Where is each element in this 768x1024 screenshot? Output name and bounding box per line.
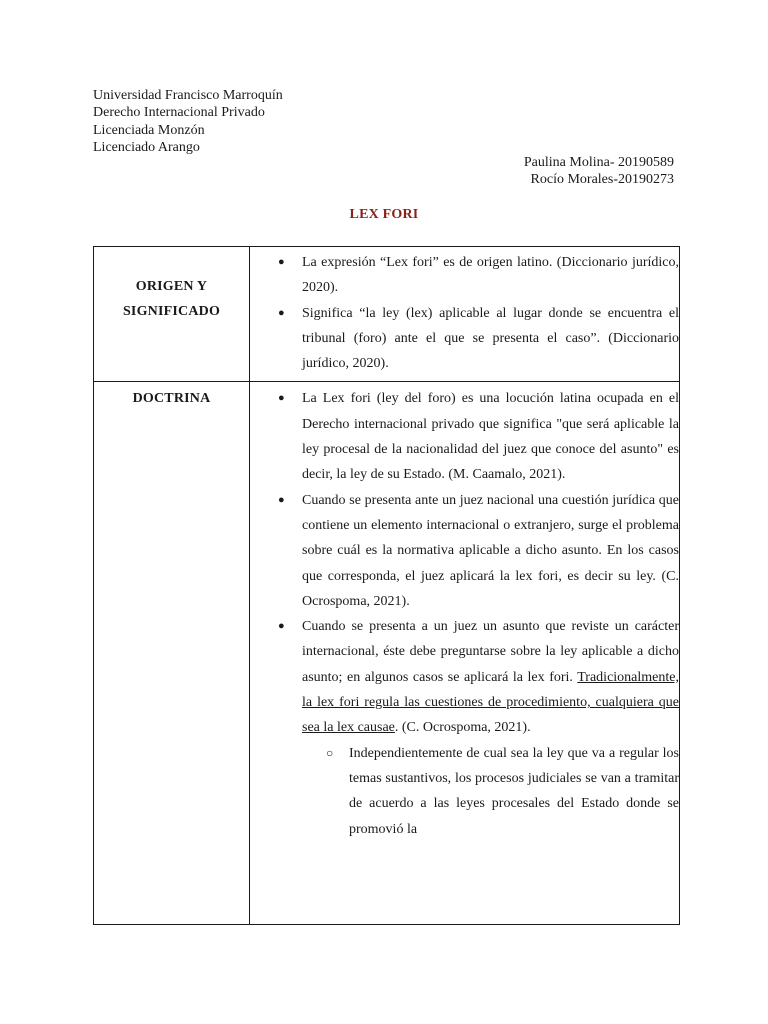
header-line-university: Universidad Francisco Marroquín [93,88,283,103]
list-item [250,250,679,301]
header-authors-block [524,154,674,189]
bullet-text: La Lex fori (ley del foro) es una locución latina ocupada en el Derecho internacional privado que significa "que será aplicable la ley procesal de la nacionalidad del juez que conoce del asunto" es decir, la ley de su Estado. (M. Caamalo, 2021). [302,391,679,483]
bullet-text-pre: Cuando se presenta a un juez un asunto que reviste un carácter internacional, éste debe preguntarse sobre la ley aplicable a dicho asunto; en algunos casos se aplicará la lex fori. [302,619,679,685]
bullet-text: Cuando se presenta ante un juez nacional una cuestión jurídica que contiene un elemento internacional o extranjero, surge el problema sobre cuál es la normativa aplicable a dicho asunto. En los casos que corresponda, el juez aplicará la lex fori, es decir su ley. (C. Ocrospoma, 2021). [302,492,679,609]
content-table [93,246,680,925]
bullet-text: Significa “la ley (lex) aplicable al lugar donde se encuentra el tribunal (foro) ante el que se presenta el caso”. (Diccionario jurídico, 2020). [302,305,679,372]
header-line-professor-1: Licenciada Monzón [93,122,205,138]
table-row-origen [94,247,680,382]
list-item [250,488,679,614]
document-title: LEX FORI [349,207,419,222]
filled-circle-icon: ● [278,392,285,405]
list-item [250,386,679,487]
sub-list-item [250,741,679,842]
sub-bullet-list [250,741,679,842]
row-label-doctrina: DOCTRINA [132,391,211,407]
header-institution-block [93,87,283,156]
bullet-list [250,386,679,841]
author-line-1: Paulina Molina- 20190589 [523,155,674,170]
row-label-line: ORIGEN Y [135,279,208,294]
hollow-circle-icon: ○ [326,745,334,760]
filled-circle-icon: ● [278,493,285,506]
filled-circle-icon: ● [278,306,285,319]
row-body-cell [250,382,680,925]
row-label-cell [94,382,250,925]
row-label-origen [94,247,249,325]
row-label-line: SIGNIFICADO [122,304,221,320]
row-label-cell [94,247,250,382]
bullet-text-post: . (C. Ocrospoma, 2021). [394,720,531,736]
list-item [250,614,679,842]
list-item [250,301,679,377]
bullet-list [250,250,679,376]
table-row-doctrina [94,382,680,925]
row-body-cell [250,247,680,382]
author-line-2: Rocío Morales-20190273 [530,172,674,188]
underlined-text: Tradicionalmente, la lex fori regula las cuestiones de procedimiento, cualquiera que sea la lex causae [302,669,679,736]
filled-circle-icon: ● [278,256,285,268]
header-line-professor-2: Licenciado Arango [93,139,200,155]
sub-bullet-text: Independientemente de cual sea la ley que va a regular los temas sustantivos, los procesos judiciales se van a tramitar de acuerdo a las leyes procesales del Estado donde se promovió la [349,745,679,837]
bullet-text: La expresión “Lex fori” es de origen latino. (Diccionario jurídico, 2020). [302,255,679,296]
header-line-course: Derecho Internacional Privado [93,105,265,121]
filled-circle-icon: ● [278,620,285,633]
